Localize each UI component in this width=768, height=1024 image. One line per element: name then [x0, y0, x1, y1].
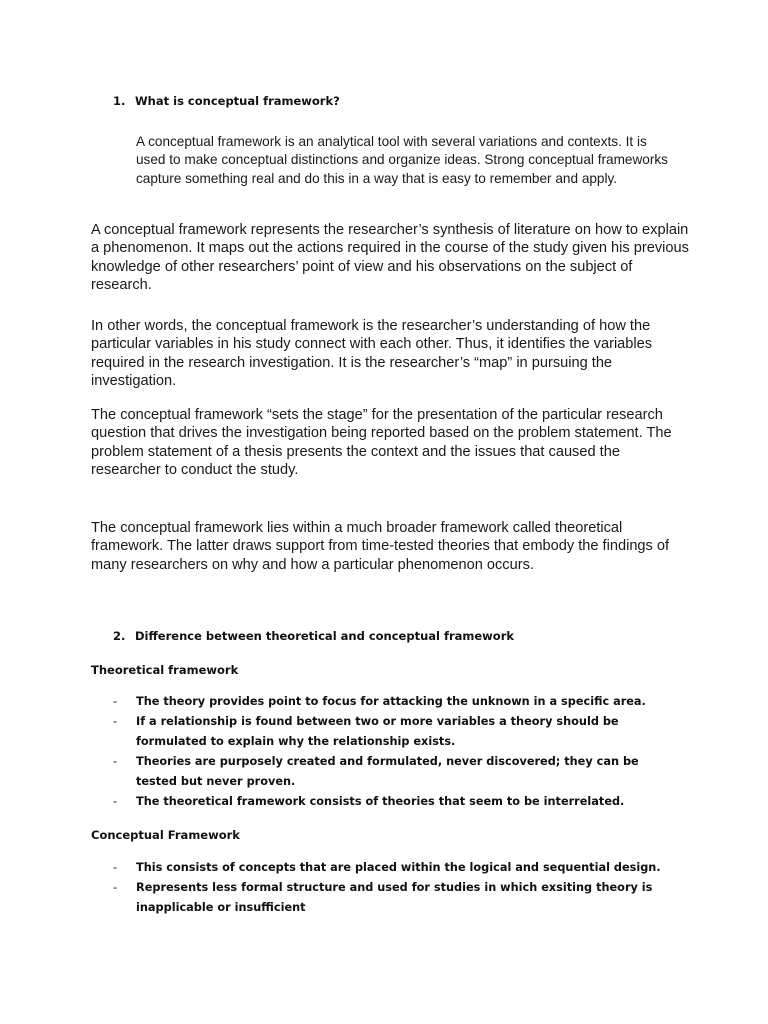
bullet-marker: -: [113, 715, 118, 728]
section-2-heading: [113, 629, 514, 643]
bullet-marker: -: [113, 881, 118, 894]
bullet-text: Theories are purposely created and formulated, never discovered; they can be tested but never proven.: [136, 755, 639, 788]
bullet-marker: -: [113, 861, 118, 874]
paragraph-broader-framework: The conceptual framework lies within a much broader framework called theoretical framework. The latter draws support from time-tested theories that embody the findings of many researchers on why and how a particular phenomenon occurs.: [91, 520, 670, 573]
section-2-title: Difference between theoretical and conceptual framework: [135, 629, 515, 643]
list-item: [113, 792, 673, 812]
bullet-marker: -: [113, 695, 118, 708]
bullet-marker: -: [113, 755, 118, 768]
section-2-number: 2.: [113, 629, 126, 643]
paragraph-sets-stage: The conceptual framework “sets the stage” for the presentation of the particular research question that drives the investigation being reported based on the problem statement. The problem statement of a thesis presents the context and the issues that caused the researcher to conduct the study.: [91, 407, 672, 478]
bullet-text: The theoretical framework consists of theories that seem to be interrelated.: [136, 795, 625, 808]
conceptual-bullet-list: [113, 858, 673, 918]
theoretical-framework-heading: Theoretical framework: [91, 663, 239, 677]
bullet-text: If a relationship is found between two or more variables a theory should be formulated to explain why the relationship exists.: [136, 715, 619, 748]
list-item: [113, 858, 673, 878]
bullet-marker: -: [113, 795, 118, 808]
bullet-text: The theory provides point to focus for attacking the unknown in a specific area.: [136, 695, 646, 708]
list-item: [113, 712, 673, 752]
theoretical-bullet-list: [113, 692, 673, 812]
paragraph-synthesis: A conceptual framework represents the researcher’s synthesis of literature on how to explain a phenomenon. It maps out the actions required in the course of the study given his previous knowledge of other researchers’ point of view and his observations on the subject of research.: [91, 222, 689, 293]
bullet-text: Represents less formal structure and used for studies in which exsiting theory is inapplicable or insufficient: [136, 881, 653, 914]
section-1-heading: [113, 94, 340, 108]
paragraph-other-words: In other words, the conceptual framework is the researcher’s understanding of how the particular variables in his study connect with each other. Thus, it identifies the variables required in the research investigation. It is the researcher’s “map” in pursuing the investigation.: [91, 318, 653, 389]
list-item: [113, 878, 673, 918]
section-1-intro: A conceptual framework is an analytical tool with several variations and contexts. It is used to make conceptual distinctions and organize ideas. Strong conceptual frameworks capture something real and do this in a way that is easy to remember and apply.: [136, 134, 668, 186]
bullet-text: This consists of concepts that are placed within the logical and sequential design.: [136, 861, 661, 874]
section-1-title: What is conceptual framework?: [135, 94, 340, 108]
conceptual-framework-heading: Conceptual Framework: [91, 828, 240, 842]
list-item: [113, 752, 673, 792]
list-item: [113, 692, 673, 712]
section-1-number: 1.: [113, 94, 126, 108]
